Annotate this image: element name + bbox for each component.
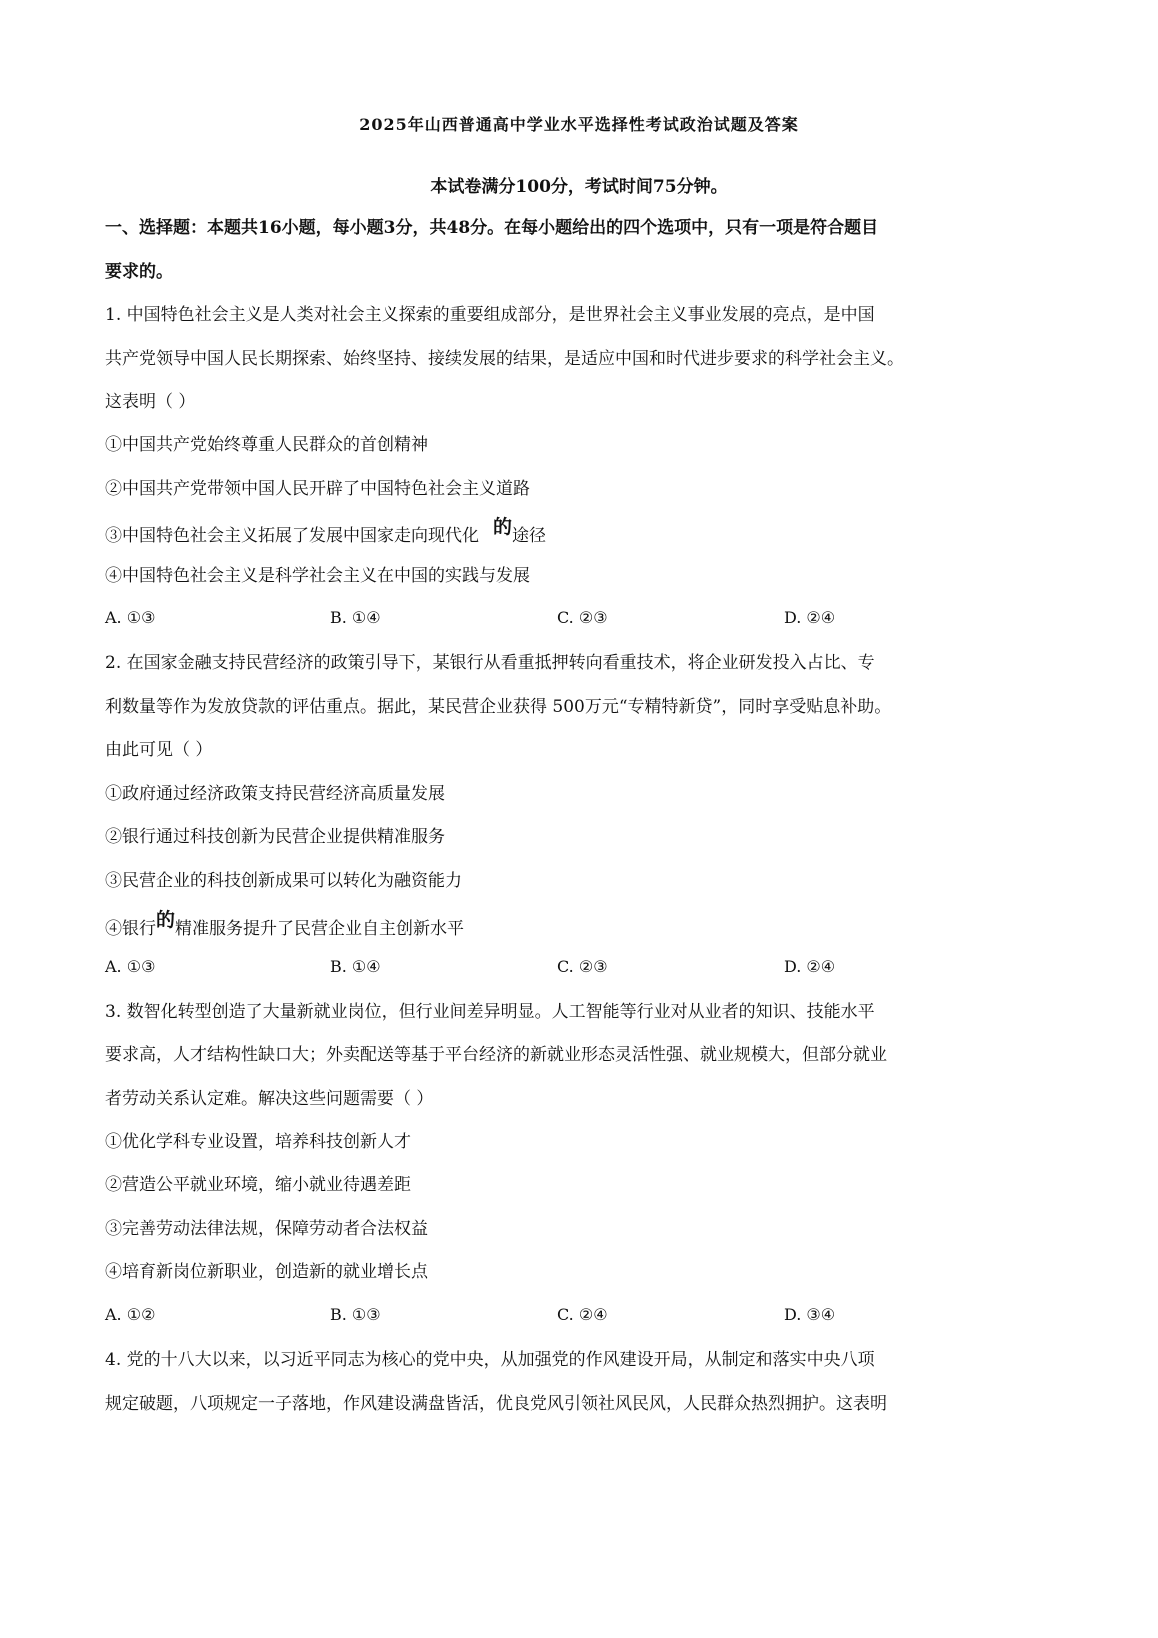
q2-option-b: B. ①④ bbox=[330, 957, 381, 976]
q3-stem-line1: 3. 数智化转型创造了大量新就业岗位，但行业间差异明显。人工智能等行业对从业者的知识、技能水平 bbox=[105, 1002, 875, 1022]
section-heading-line2: 要求的。 bbox=[105, 262, 173, 282]
q3-stem-line3: 者劳动关系认定难。解决这些问题需要（ ） bbox=[105, 1089, 434, 1109]
q2-statement-2: ②银行通过科技创新为民营企业提供精准服务 bbox=[105, 827, 445, 847]
q1-statement-3-text: ③中国特色社会主义拓展了发展中国家走向现代化 bbox=[105, 526, 479, 546]
q1-stem-line1: 1. 中国特色社会主义是人类对社会主义探索的重要组成部分，是世界社会主义事业发展的亮点，是中国 bbox=[105, 305, 875, 325]
section-heading-line1: 一、选择题：本题共16小题，每小题3分，共48分。在每小题给出的四个选项中，只有一项是符合题目 bbox=[105, 218, 879, 238]
q1-option-a: A. ①③ bbox=[105, 608, 156, 627]
q3-statement-4: ④培育新岗位新职业，创造新的就业增长点 bbox=[105, 1262, 428, 1282]
q1-statement-3-raised: 的 bbox=[493, 516, 513, 538]
q3-statement-3: ③完善劳动法律法规，保障劳动者合法权益 bbox=[105, 1219, 428, 1239]
q2-option-a: A. ①③ bbox=[105, 957, 156, 976]
q2-statement-1: ①政府通过经济政策支持民营经济高质量发展 bbox=[105, 784, 445, 804]
q2-option-d: D. ②④ bbox=[784, 957, 836, 976]
exam-subtitle: 本试卷满分100分，考试时间75分钟。 bbox=[430, 177, 728, 197]
q2-statement-4-text: ④银行 bbox=[105, 919, 156, 939]
q2-option-c: C. ②③ bbox=[557, 957, 608, 976]
q1-option-c: C. ②③ bbox=[557, 608, 608, 627]
q2-statement-3: ③民营企业的科技创新成果可以转化为融资能力 bbox=[105, 871, 462, 891]
q2-stem-line3: 由此可见（ ） bbox=[105, 740, 213, 760]
q3-option-a: A. ①② bbox=[105, 1305, 156, 1324]
q1-option-d: D. ②④ bbox=[784, 608, 836, 627]
q3-statement-2: ②营造公平就业环境，缩小就业待遇差距 bbox=[105, 1175, 411, 1195]
q1-statement-1: ①中国共产党始终尊重人民群众的首创精神 bbox=[105, 435, 428, 455]
q2-stem-line2: 利数量等作为发放贷款的评估重点。据此，某民营企业获得 500万元“专精特新贷”，同时享受贴息补助。 bbox=[105, 697, 892, 717]
q1-statement-3 bbox=[105, 516, 547, 547]
q1-statement-2: ②中国共产党带领中国人民开辟了中国特色社会主义道路 bbox=[105, 479, 530, 499]
q3-option-b: B. ①③ bbox=[330, 1305, 381, 1324]
q1-statement-3-tail: 途径 bbox=[512, 526, 547, 546]
q2-stem-line1: 2. 在国家金融支持民营经济的政策引导下，某银行从看重抵押转向看重技术，将企业研发投入占比、专 bbox=[105, 653, 875, 673]
q3-stem-line2: 要求高，人才结构性缺口大；外卖配送等基于平台经济的新就业形态灵活性强、就业规模大，但部分就业 bbox=[105, 1045, 887, 1065]
q4-stem-line2: 规定破题，八项规定一子落地，作风建设满盘皆活，优良党风引领社风民风，人民群众热烈拥护。这表明 bbox=[105, 1394, 887, 1414]
q4-stem-line1: 4. 党的十八大以来，以习近平同志为核心的党中央，从加强党的作风建设开局，从制定和落实中央八项 bbox=[105, 1350, 875, 1370]
q2-statement-4-tail: 精准服务提升了民营企业自主创新水平 bbox=[175, 919, 465, 939]
q1-statement-4: ④中国特色社会主义是科学社会主义在中国的实践与发展 bbox=[105, 566, 530, 586]
q3-statement-1: ①优化学科专业设置，培养科技创新人才 bbox=[105, 1132, 411, 1152]
q1-option-b: B. ①④ bbox=[330, 608, 381, 627]
q1-stem-line2: 共产党领导中国人民长期探索、始终坚持、接续发展的结果，是适应中国和时代进步要求的科学社会主义。 bbox=[105, 349, 904, 369]
q2-statement-4 bbox=[105, 909, 465, 940]
q3-option-c: C. ②④ bbox=[557, 1305, 608, 1324]
q2-statement-4-raised: 的 bbox=[156, 909, 176, 931]
q3-option-d: D. ③④ bbox=[784, 1305, 836, 1324]
q1-stem-line3: 这表明（ ） bbox=[105, 392, 196, 412]
exam-title: 2025年山西普通高中学业水平选择性考试政治试题及答案 bbox=[359, 115, 799, 134]
